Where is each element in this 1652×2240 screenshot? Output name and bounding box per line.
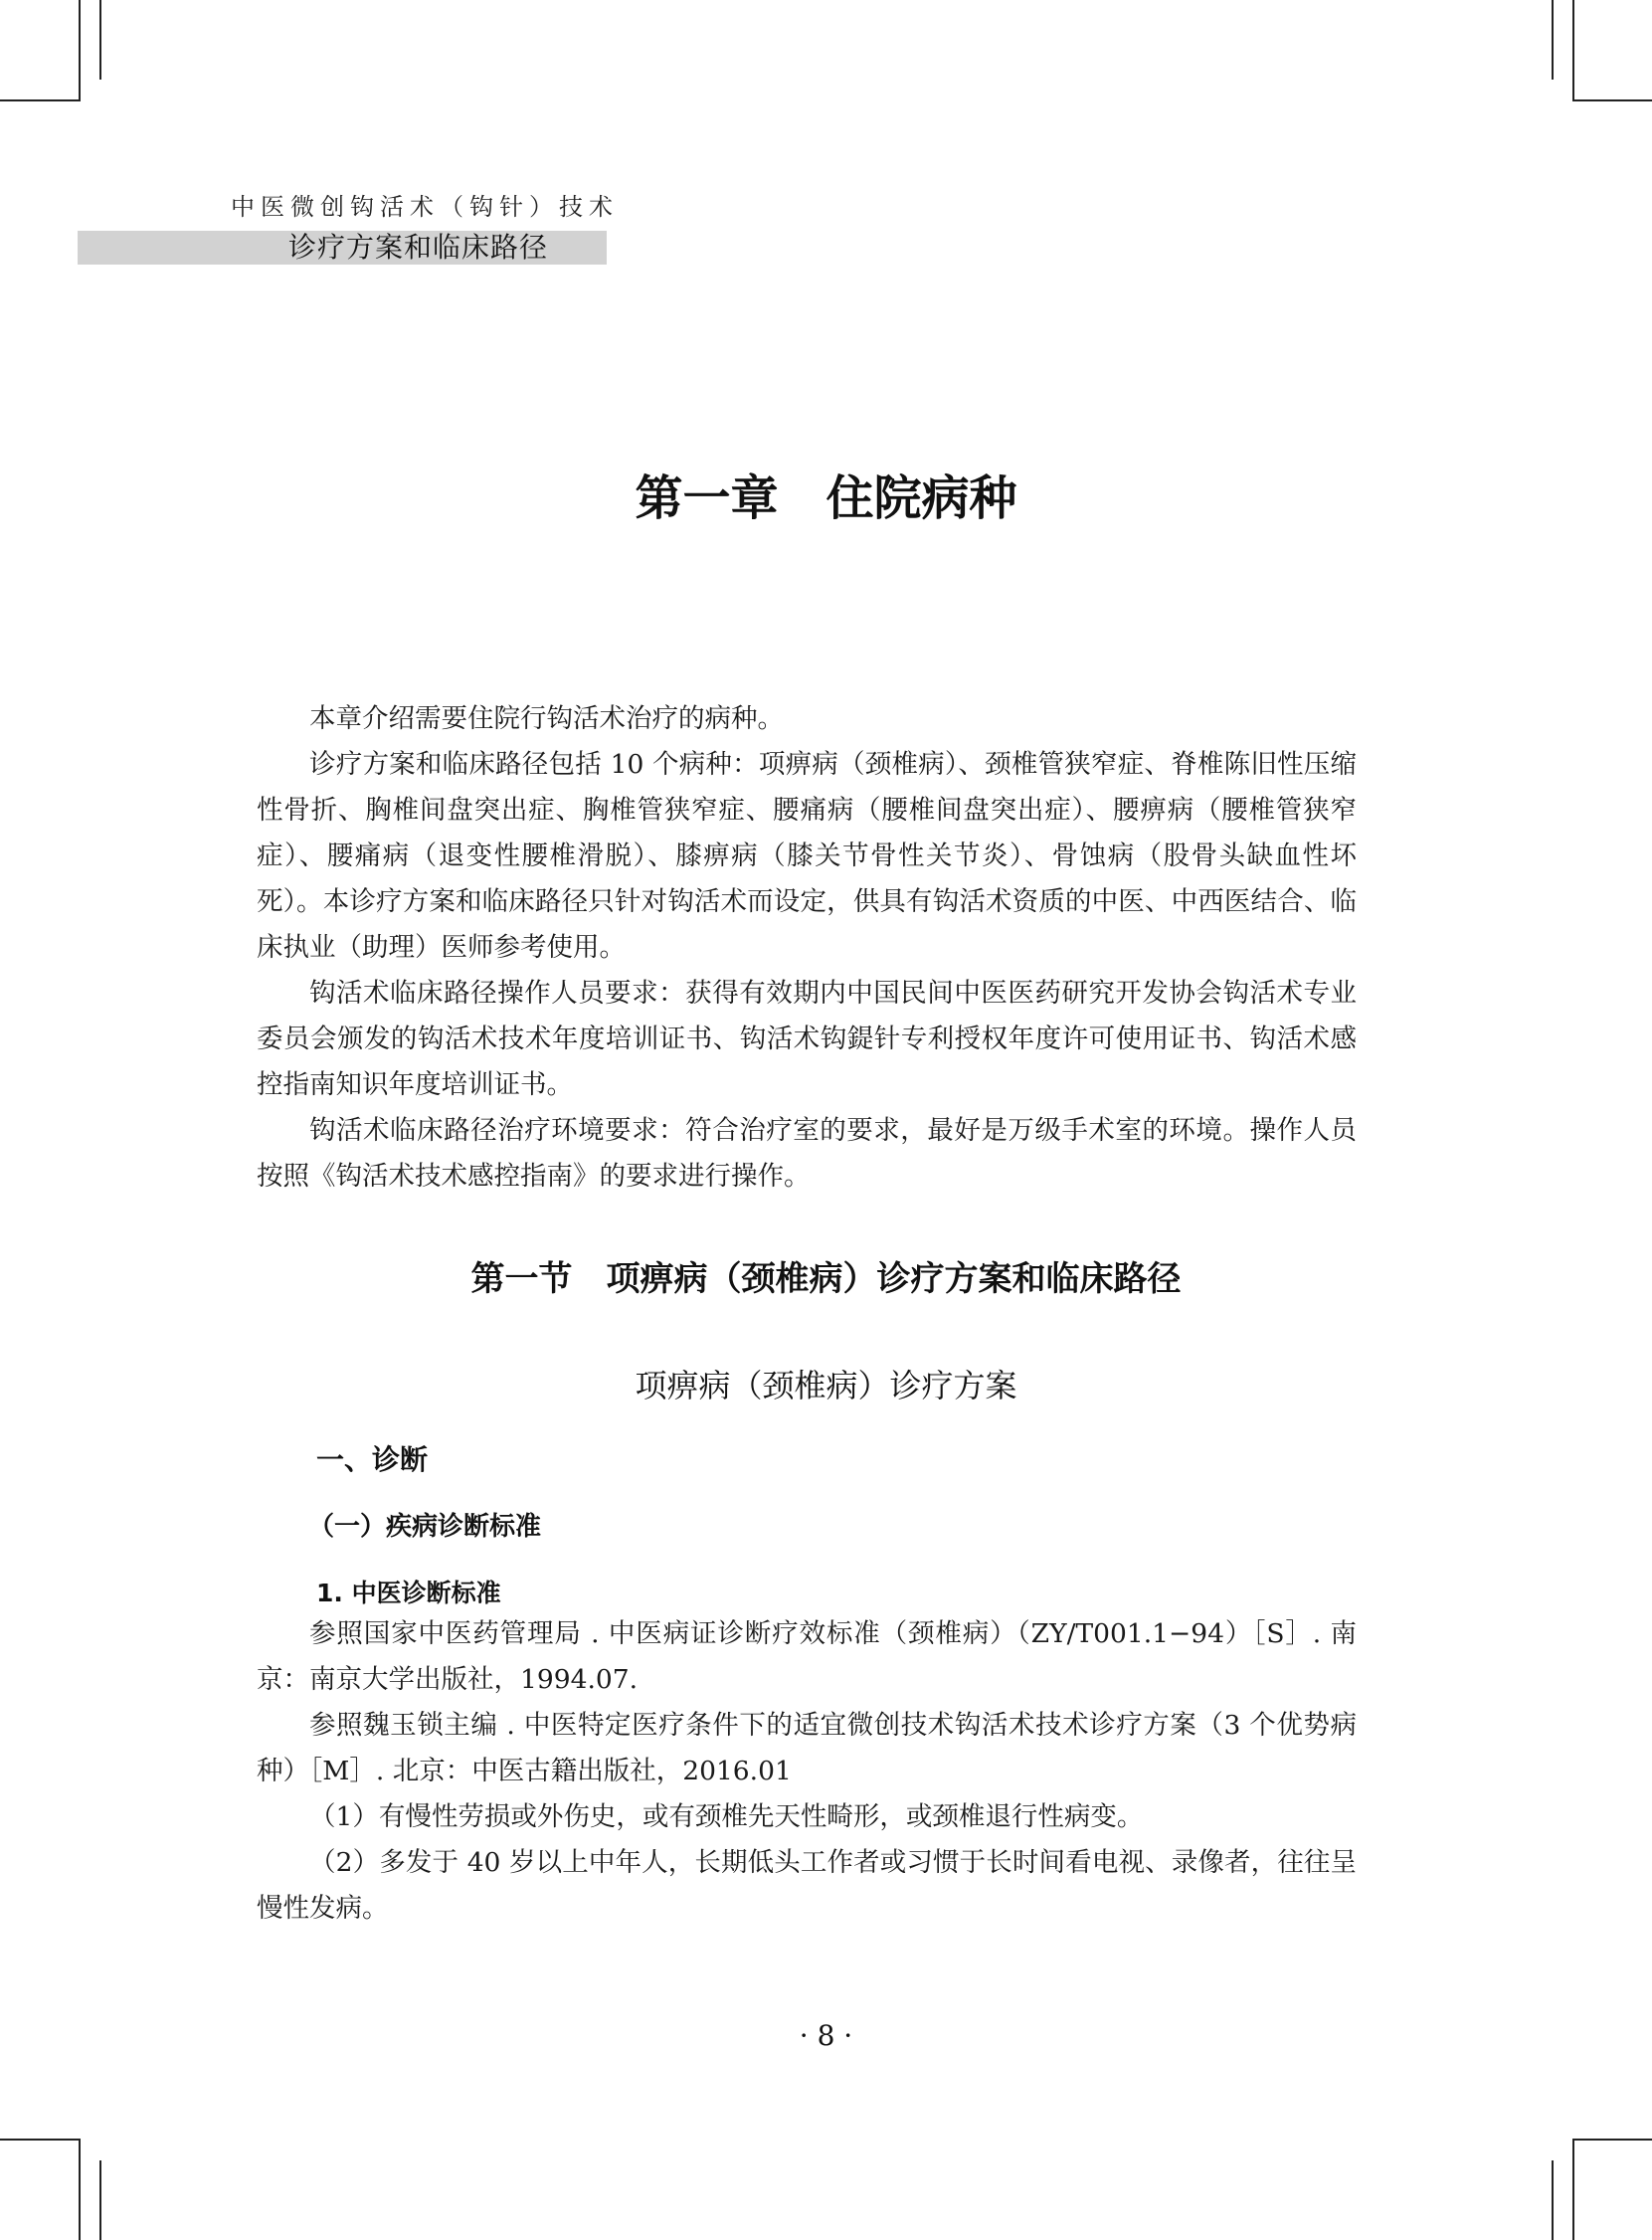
section-paragraph: 参照魏玉锁主编 . 中医特定医疗条件下的适宜微创技术钩活术技术诊疗方案（3 个优势病种）［M］. 北京：中医古籍出版社，2016.01 — [257, 1710, 1357, 1786]
section-subtitle: 项痹病（颈椎病）诊疗方案 — [635, 1367, 1017, 1404]
intro-paragraph: 钩活术临床路径操作人员要求：获得有效期内中国民间中医医药研究开发协会钩活术专业委员会颁发的钩活术技术年度培训证书、钩活术钩鍉针专利授权年度许可使用证书、钩活术感控指南知识年度培训证书。 — [257, 978, 1357, 1100]
section-paragraph: 参照国家中医药管理局 . 中医病证诊断疗效标准（颈椎病）（ZY/T001.1−94）［S］. 南京：南京大学出版社，1994.07. — [257, 1618, 1357, 1695]
section-body — [257, 1611, 1357, 1932]
crop-mark-top-right-v — [1552, 0, 1554, 80]
crop-mark-top-left-h — [0, 99, 80, 101]
intro-paragraph: 本章介绍需要住院行钩活术治疗的病种。 — [309, 703, 784, 734]
page-number: · 8 · — [799, 2019, 853, 2052]
heading-diagnosis-standard: （一）疾病诊断标准 — [308, 1512, 542, 1542]
crop-mark-bottom-left-v2 — [79, 2139, 81, 2240]
crop-mark-bottom-right-v — [1552, 2160, 1554, 2240]
section-paragraph: （2）多发于 40 岁以上中年人，长期低头工作者或习惯于长时间看电视、录像者，往往呈慢性发病。 — [257, 1847, 1357, 1924]
crop-mark-bottom-left-v — [99, 2160, 101, 2240]
section-title: 第一节 项痹病（颈椎病）诊疗方案和临床路径 — [470, 1259, 1182, 1299]
crop-mark-bottom-left-h — [0, 2139, 80, 2141]
heading-diagnosis: 一、诊断 — [316, 1443, 429, 1476]
crop-mark-top-left-v — [99, 0, 101, 80]
running-header-book-title: 中医微创钩活术（钩针）技术 — [231, 193, 619, 221]
crop-mark-top-right-h — [1572, 99, 1652, 101]
intro-paragraph: 钩活术临床路径治疗环境要求：符合治疗室的要求，最好是万级手术室的环境。操作人员按照《钩活术技术感控指南》的要求进行操作。 — [257, 1115, 1357, 1192]
chapter-intro — [257, 696, 1357, 1200]
intro-paragraph: 诊疗方案和临床路径包括 10 个病种：项痹病（颈椎病）、颈椎管狭窄症、脊椎陈旧性压缩性骨折、胸椎间盘突出症、胸椎管狭窄症、腰痛病（腰椎间盘突出症）、腰痹病（腰椎管狭窄症）、腰痛病（退变性腰椎滑脱）、膝痹病（膝关节骨性关节炎）、骨蚀病（股骨头缺血性坏死）。本诊疗方案和临床路径只针对钩活术而设定，供具有钩活术资质的中医、中西医结合、临床执业（助理）医师参考使用。 — [257, 749, 1357, 963]
crop-mark-top-right-v2 — [1572, 0, 1574, 101]
running-header-subtitle: 诊疗方案和临床路径 — [288, 231, 549, 264]
heading-tcm-standard: 1. 中医诊断标准 — [316, 1579, 501, 1607]
section-paragraph: （1）有慢性劳损或外伤史，或有颈椎先天性畸形，或颈椎退行性病变。 — [309, 1801, 1144, 1832]
crop-mark-bottom-right-h — [1572, 2139, 1652, 2141]
chapter-title: 第一章 住院病种 — [635, 470, 1017, 526]
crop-mark-top-left-v2 — [79, 0, 81, 101]
crop-mark-bottom-right-v2 — [1572, 2139, 1574, 2240]
